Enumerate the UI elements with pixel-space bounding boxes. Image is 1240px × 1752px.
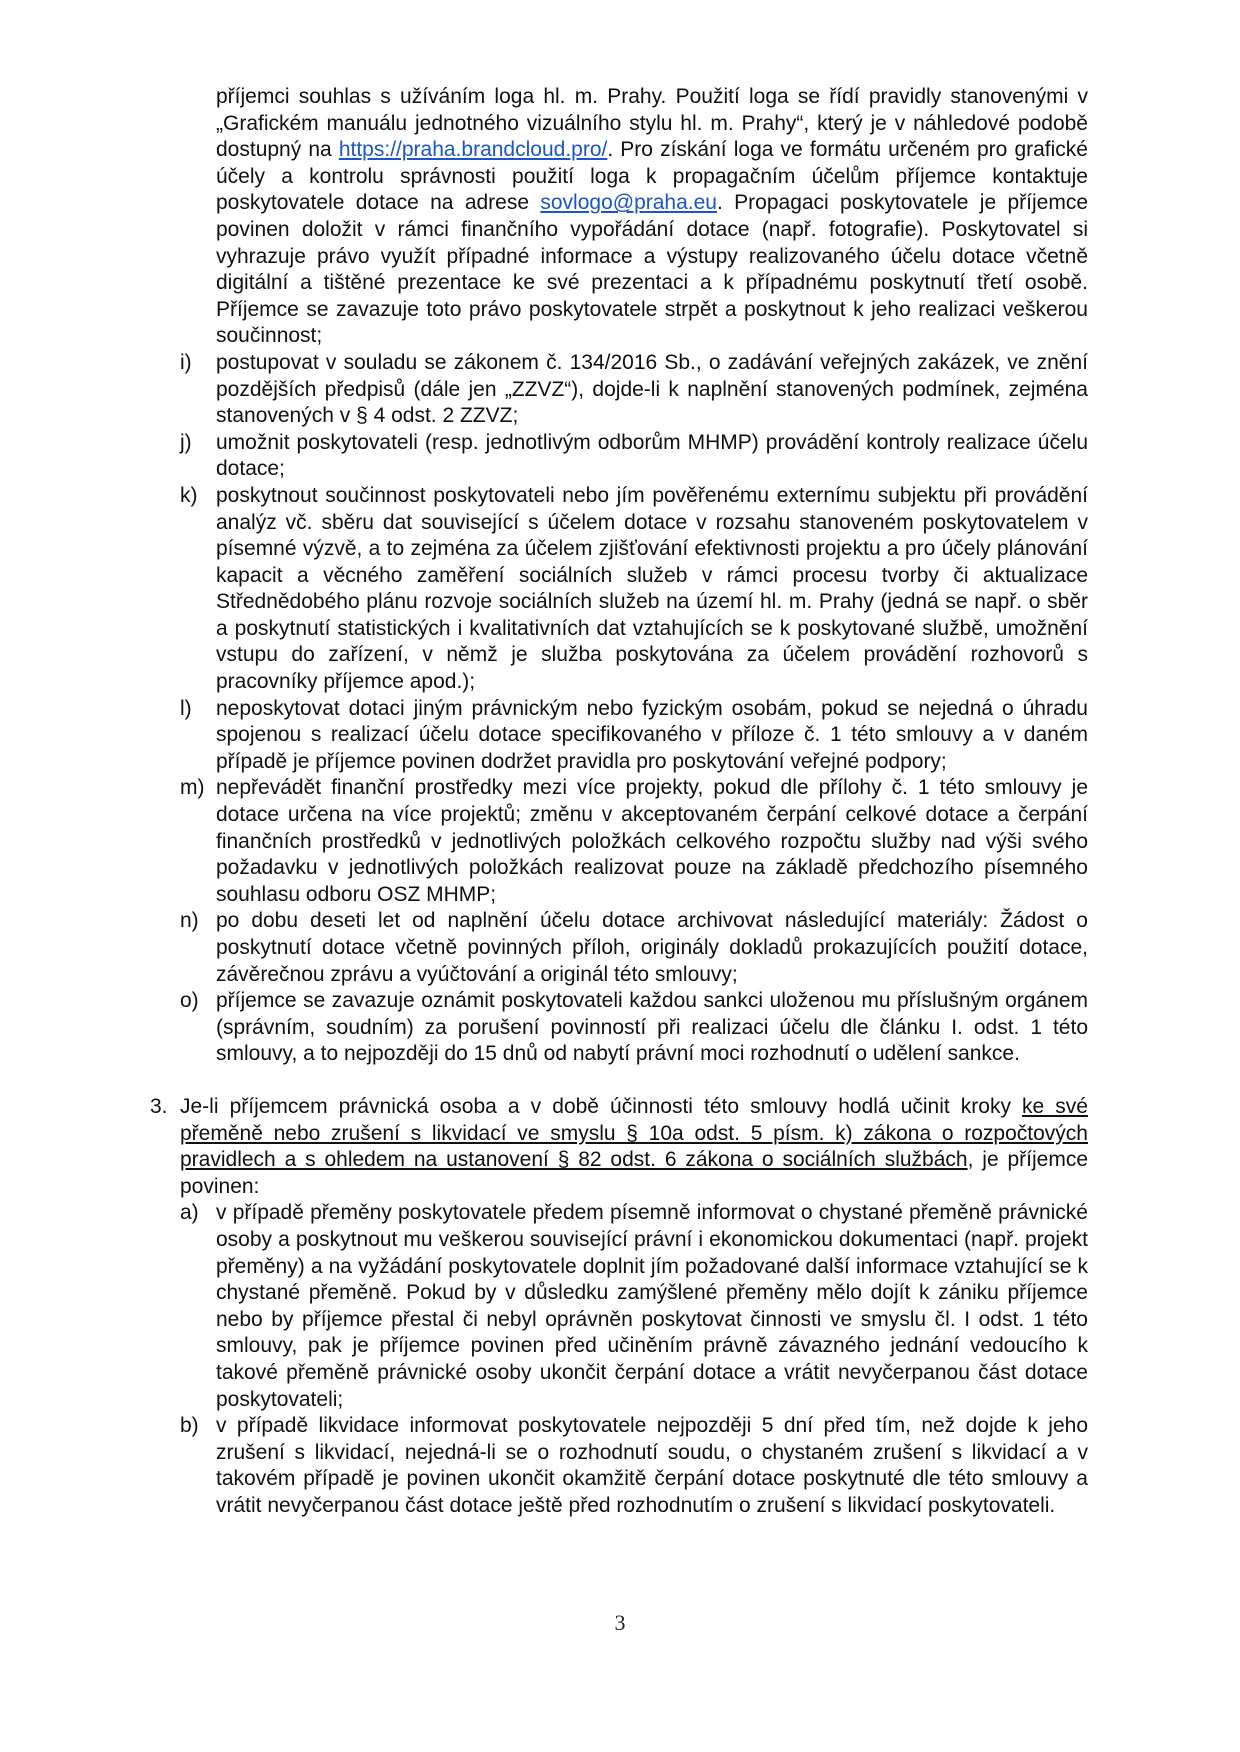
list-item-text: v případě likvidace informovat poskytovatele nejpozději 5 dní před tím, než dojde k jeho zrušení s likvidací, nejedná-li se o rozhodnutí soudu, o chystaném zrušení s likvidací a v takovém případě je povinen ukončit okamžitě čerpání dotace poskytnuté dle této smlouvy a vrátit nevyčerpanou část dotace ještě před rozhodnutím o zrušení s likvidací poskytovateli. bbox=[216, 1414, 1088, 1517]
section-3-outro: , je příjemce povinen: bbox=[180, 1148, 1089, 1198]
list-marker: j) bbox=[180, 430, 192, 454]
list-marker: l) bbox=[180, 696, 192, 720]
list-item-text: v případě přeměny poskytovatele předem písemně informovat o chystané přeměně právnické osoby a poskytnout mu veškerou související právní i ekonomickou dokumentaci (např. projekt přeměny) a na vyžádání poskytovatele doplnit jím požadované další informace vztahující se k chystané přeměně. Pokud by v důsledku zamýšlené přeměny mělo dojít k zániku příjemce nebo by příjemce přestal či nebyl oprávněn poskytovat činnosti ve smyslu čl. I odst. 1 této smlouvy, pak je příjemce povinen před učiněním právně závazného jednání vedoucího k takové přeměně právnické osoby ukončit čerpání dotace a vrátit nevyčerpanou část dotace poskytovateli; bbox=[216, 1201, 1088, 1411]
list-marker: o) bbox=[180, 989, 199, 1013]
section-3 bbox=[150, 1094, 1089, 1200]
list-item-l bbox=[180, 696, 1088, 776]
section-3-intro: Je-li příjemcem právnická osoba a v době účinnosti této smlouvy hodlá učinit kroky bbox=[180, 1094, 1023, 1118]
list-item-text: neposkytovat dotaci jiným právnickým nebo fyzickým osobám, pokud se nejedná o úhradu spojenou s realizací účelu dotace specifikovaného v příloze č. 1 této smlouvy a v daném případě je příjemce povinen dodržet pravidla pro poskytování veřejné podpory; bbox=[216, 696, 1088, 773]
list-item-text: příjemce se zavazuje oznámit poskytovateli každou sankci uloženou mu příslušným orgánem (správním, soudním) za porušení povinností při realizaci účelu dle článku I. odst. 1 této smlouvy, a to nejpozději do 15 dnů od nabytí právní moci rozhodnutí o udělení sankce. bbox=[216, 989, 1088, 1066]
section-3-item-b bbox=[180, 1413, 1088, 1519]
page-number: 3 bbox=[614, 1610, 626, 1635]
list-item-i bbox=[180, 350, 1088, 430]
list-marker: n) bbox=[180, 909, 199, 933]
section-3-item-a bbox=[180, 1200, 1088, 1413]
list-item-k bbox=[180, 483, 1088, 696]
list-marker: a) bbox=[180, 1201, 199, 1225]
continued-paragraph bbox=[216, 84, 1088, 350]
list-marker: k) bbox=[180, 483, 198, 507]
section-number: 3. bbox=[150, 1094, 168, 1118]
page-content bbox=[0, 84, 1240, 1519]
section-3-underlined: ke své přeměně nebo zrušení s likvidací ve smyslu § 10a odst. 5 písm. k) zákona o rozpočtových pravidlech a s ohledem na ustanovení § 82 odst. 6 zákona o sociálních službách bbox=[180, 1094, 1088, 1172]
sovlogo-email-link[interactable]: sovlogo@praha.eu bbox=[540, 191, 717, 215]
list-item-text: poskytnout součinnost poskytovateli nebo jím pověřenému externímu subjektu při provádění analýz vč. sběru dat související s účelem dotace v rozsahu stanoveném poskytovatelem v písemné výzvě, a to zejména za účelem zjišťování efektivnosti projektu a pro účely plánování kapacit a věcného zaměření sociálních služeb v rámci procesu tvorby či aktualizace Střednědobého plánu rozvoje sociálních služeb na území hl. m. Prahy (jedná se např. o sběr a poskytnutí statistických i kvalitativních dat vztahujících se k poskytované službě, umožnění vstupu do zařízení, v němž je služba poskytována za účelem provádění rozhovorů s pracovníky příjemce apod.); bbox=[216, 483, 1088, 694]
list-item-m bbox=[180, 775, 1088, 908]
list-item-text: postupovat v souladu se zákonem č. 134/2016 Sb., o zadávání veřejných zakázek, ve znění pozdějších předpisů (dále jen „ZZVZ“), dojde-li k naplnění stanovených podmínek, zejména stanovených v § 4 odst. 2 ZZVZ; bbox=[216, 350, 1088, 428]
list-marker: i) bbox=[180, 350, 192, 374]
list-marker: b) bbox=[180, 1414, 199, 1438]
list-item-o bbox=[180, 988, 1088, 1068]
list-marker: m) bbox=[180, 776, 205, 800]
intro-text-1: příjemci souhlas s užíváním loga hl. m. Prahy. Použití loga se řídí pravidly stanovenými v „Grafickém manuálu jednotného vizuálního stylu hl. m. Prahy“, který je v náhledové podobě dostupný na bbox=[216, 85, 1088, 162]
list-item-text: umožnit poskytovateli (resp. jednotlivým odborům MHMP) provádění kontroly realizace účelu dotace; bbox=[216, 430, 1088, 481]
list-item-text: po dobu deseti let od naplnění účelu dotace archivovat následující materiály: Žádost o poskytnutí dotace včetně povinných příloh, originály dokladů prokazujících použití dotace, závěrečnou zprávu a vyúčtování a originál této smlouvy; bbox=[216, 909, 1088, 986]
intro-text-2: . Pro získání loga ve formátu určeném pro grafické účely a kontrolu správnosti použití loga k propagačním účelům příjemce kontaktuje poskytovatele dotace na adrese bbox=[216, 138, 1088, 215]
brandcloud-link[interactable]: https://praha.brandcloud.pro/ bbox=[338, 138, 608, 162]
intro-text-3: . Propagaci poskytovatele je příjemce povinen doložit v rámci finančního vypořádání dotace (např. fotografie). Poskytovatel si vyhrazuje právo využít případné informace a výstupy realizovaného účelu dotace včetně digitální a tištěné prezentace ke své prezentaci a k případnému poskytnutí třetí osobě. Příjemce se zavazuje toto právo poskytovatele strpět a poskytnout k jeho realizaci veškerou součinnost; bbox=[216, 191, 1088, 348]
list-item-text: nepřevádět finanční prostředky mezi více projekty, pokud dle přílohy č. 1 této smlouvy je dotace určena na více projektů; změnu v akceptovaném čerpání celkové dotace a čerpání finančních prostředků v jednotlivých položkách celkového rozpočtu služby nad výši svého požadavku v jednotlivých položkách realizovat pouze na základě předchozího písemného souhlasu odboru OSZ MHMP; bbox=[216, 776, 1088, 906]
list-item-n bbox=[180, 908, 1088, 988]
list-item-j bbox=[180, 430, 1088, 483]
